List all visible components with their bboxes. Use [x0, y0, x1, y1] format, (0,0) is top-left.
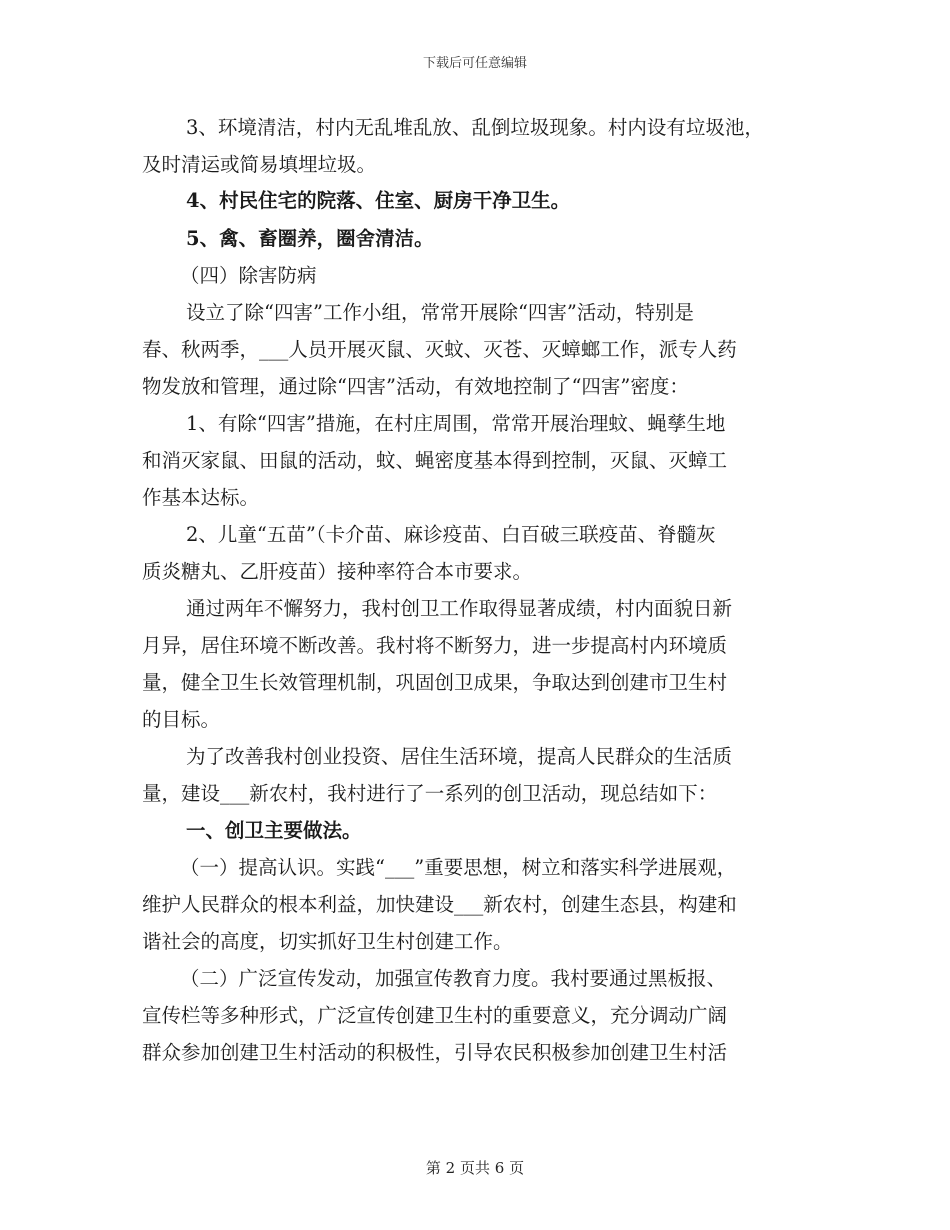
body-line: 质炎糖丸、乙肝疫苗）接种率符合本市要求。 [142, 560, 533, 583]
body-line: 的目标。 [142, 708, 221, 731]
body-line: 及时清运或简易填埋垃圾。 [142, 153, 377, 176]
body-line: 2、儿童“五苗”（卡介苗、麻诊疫苗、白百破三联疫苗、脊髓灰 [186, 523, 716, 546]
page-header: 下载后可任意编辑 [422, 56, 527, 71]
page-footer: 第 2 页共 6 页 [425, 1159, 525, 1177]
body-line: 量，建设___新农村，我村进行了一系列的创卫活动，现总结如下： [142, 782, 718, 805]
body-line: 3、环境清洁，村内无乱堆乱放、乱倒垃圾现象。村内设有垃圾池， [186, 116, 764, 139]
section-heading-bold: 一、创卫主要做法。 [186, 819, 362, 842]
body-line: 宣传栏等多种形式，广泛宣传创建卫生村的重要意义，充分调动广阔 [142, 1004, 728, 1027]
body-line: 维护人民群众的根本利益，加快建设___新农村，创建生态县，构建和 [142, 893, 737, 916]
body-line: （二）广泛宣传发动，加强宣传教育力度。我村要通过黑板报、 [180, 967, 727, 990]
body-line: 量，健全卫生长效管理机制，巩固创卫成果，争取达到创建市卫生村 [142, 671, 728, 694]
section-heading: （四）除害防病 [180, 264, 317, 287]
body-line: 谐社会的高度，切实抓好卫生村创建工作。 [142, 930, 513, 953]
body-line-bold: 5、禽、畜圈养，圈舍清洁。 [186, 227, 434, 250]
body-line: 物发放和管理，通过除“四害”活动，有效地控制了“四害”密度： [142, 375, 689, 398]
body-line: 和消灭家鼠、田鼠的活动，蚊、蝇密度基本得到控制，灭鼠、灭蟑工 [142, 449, 728, 472]
body-line: 1、有除“四害”措施，在村庄周围，常常开展治理蚊、蝇孳生地 [186, 412, 726, 435]
body-line: （一）提高认识。实践“___”重要思想，树立和落实科学进展观， [180, 856, 737, 879]
body-line: 为了改善我村创业投资、居住生活环境，提高人民群众的生活质 [186, 745, 733, 768]
body-line: 群众参加创建卫生村活动的积极性，引导农民积极参加创建卫生村活 [142, 1041, 728, 1064]
body-line: 通过两年不懈努力，我村创卫工作取得显著成绩，村内面貌日新 [186, 597, 733, 620]
body-line: 设立了除“四害”工作小组，常常开展除“四害”活动，特别是 [186, 301, 694, 324]
body-line: 春、秋两季，___人员开展灭鼠、灭蚊、灭苍、灭蟑螂工作，派专人药 [142, 338, 737, 361]
body-line: 作基本达标。 [142, 486, 260, 509]
body-line: 月异，居住环境不断改善。我村将不断努力，进一步提高村内环境质 [142, 634, 728, 657]
body-line-bold: 4、村民住宅的院落、住室、厨房干净卫生。 [186, 189, 571, 212]
